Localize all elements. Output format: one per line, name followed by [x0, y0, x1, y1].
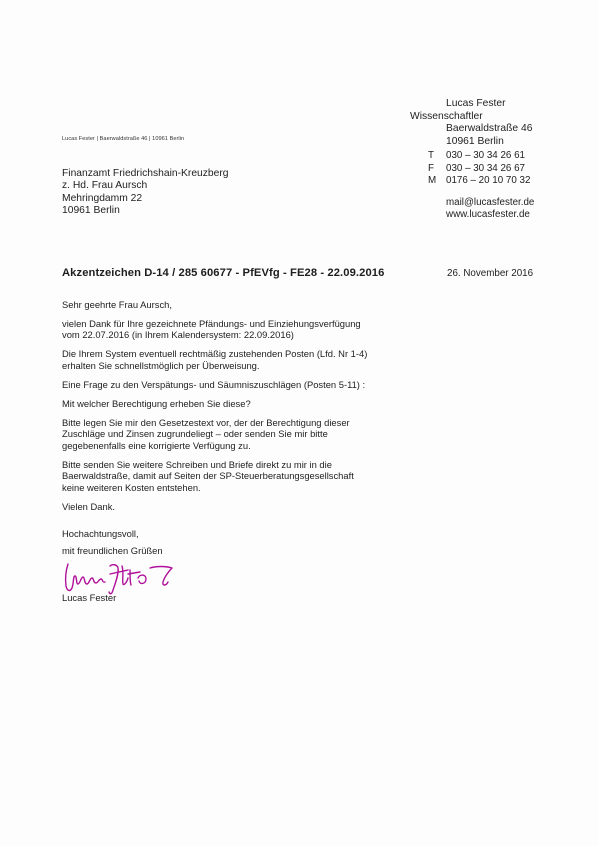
paragraph-5-line-1: Bitte legen Sie mir den Gesetzestext vor, der der Berechtigung dieser	[62, 416, 350, 428]
paragraph-7	[62, 501, 402, 513]
paragraph-6-line-3: keine weiteren Kosten entstehen.	[62, 481, 201, 493]
phone-row	[428, 150, 534, 163]
phone-number: 030 – 30 34 26 61	[446, 150, 525, 161]
paragraph-1	[62, 318, 402, 341]
subject-line: Akzentzeichen D-14 / 285 60677 - PfEVfg - FE28 - 22.09.2016	[62, 267, 385, 279]
mobile-number: 0176 – 20 10 70 32	[446, 175, 531, 186]
closing	[62, 528, 402, 540]
phone-label: T	[428, 150, 434, 161]
salutation	[62, 299, 402, 311]
paragraph-3	[62, 379, 402, 391]
paragraph-7-line-1: Vielen Dank.	[62, 500, 115, 512]
sender-street: Baerwaldstraße 46	[446, 123, 533, 134]
recipient-address-block	[62, 168, 229, 217]
paragraph-6	[62, 459, 402, 494]
fax-row	[428, 163, 534, 176]
letter-body	[62, 299, 402, 564]
email-address: mail@lucasfester.de	[446, 196, 535, 208]
fax-label: F	[428, 162, 434, 174]
paragraph-1-line-1: vielen Dank für Ihre gezeichnete Pfändungs- und Einziehungsverfügung	[62, 317, 361, 329]
recipient-line-2: z. Hd. Frau Aursch	[62, 180, 148, 192]
paragraph-5-line-3: gegebenenfalls eine korrigierte Verfügung zu.	[62, 439, 251, 451]
paragraph-1-line-2: vom 22.07.2016 (in Ihrem Kalendersystem: 22.09.2016)	[62, 329, 294, 341]
fax-number: 030 – 30 34 26 67	[446, 162, 525, 174]
sender-address-block	[410, 98, 560, 148]
paragraph-6-line-2: Baerwaldstraße, damit auf Seiten der SP-Steuerberatungsgesellschaft	[62, 470, 354, 482]
paragraph-6-line-1: Bitte senden Sie weitere Schreiben und Briefe direkt zu mir in die	[62, 458, 332, 470]
closing-line-2: mit freundlichen Grüßen	[62, 544, 163, 556]
signature-name: Lucas Fester	[62, 592, 117, 603]
paragraph-2-line-2: erhalten Sie schnellstmöglich per Überweisung.	[62, 359, 260, 371]
salutation-text: Sehr geehrte Frau Aursch,	[62, 299, 172, 310]
paragraph-5	[62, 417, 402, 452]
paragraph-4	[62, 398, 402, 410]
mobile-label: M	[428, 175, 437, 186]
letter-date: 26. November 2016	[447, 268, 534, 279]
recipient-line-4: 10961 Berlin	[62, 204, 120, 216]
recipient-line-3: Mehringdamm 22	[62, 192, 143, 204]
recipient-line-1: Finanzamt Friedrichshain-Kreuzberg	[62, 168, 229, 179]
sender-city: 10961 Berlin	[446, 135, 504, 147]
paragraph-5-line-2: Zuschläge und Zinsen zugrundeliegt – oder senden Sie mir bitte	[62, 428, 328, 440]
paragraph-2	[62, 348, 402, 371]
sender-title: Wissenschaftler	[410, 110, 483, 122]
paragraph-4-line-1: Mit welcher Berechtigung erheben Sie diese?	[62, 397, 251, 409]
sender-name: Lucas Fester	[446, 98, 506, 109]
paragraph-3-line-1: Eine Frage zu den Verspätungs- und Säumniszuschlägen (Posten 5-11) :	[62, 378, 366, 390]
return-address-line: Lucas Fester | Baerwaldstraße 46 | 10961 Berlin	[62, 136, 185, 142]
closing-line-1: Hochachtungsvoll,	[62, 528, 139, 540]
paragraph-2-line-1: Die Ihrem System eventuell rechtmäßig zustehenden Posten (Lfd. Nr 1-4)	[62, 348, 368, 360]
contact-block	[428, 150, 534, 222]
closing-greeting	[62, 545, 402, 557]
contact-spacer	[428, 188, 534, 197]
mobile-row	[428, 175, 534, 188]
website-url: www.lucasfester.de	[446, 209, 530, 220]
